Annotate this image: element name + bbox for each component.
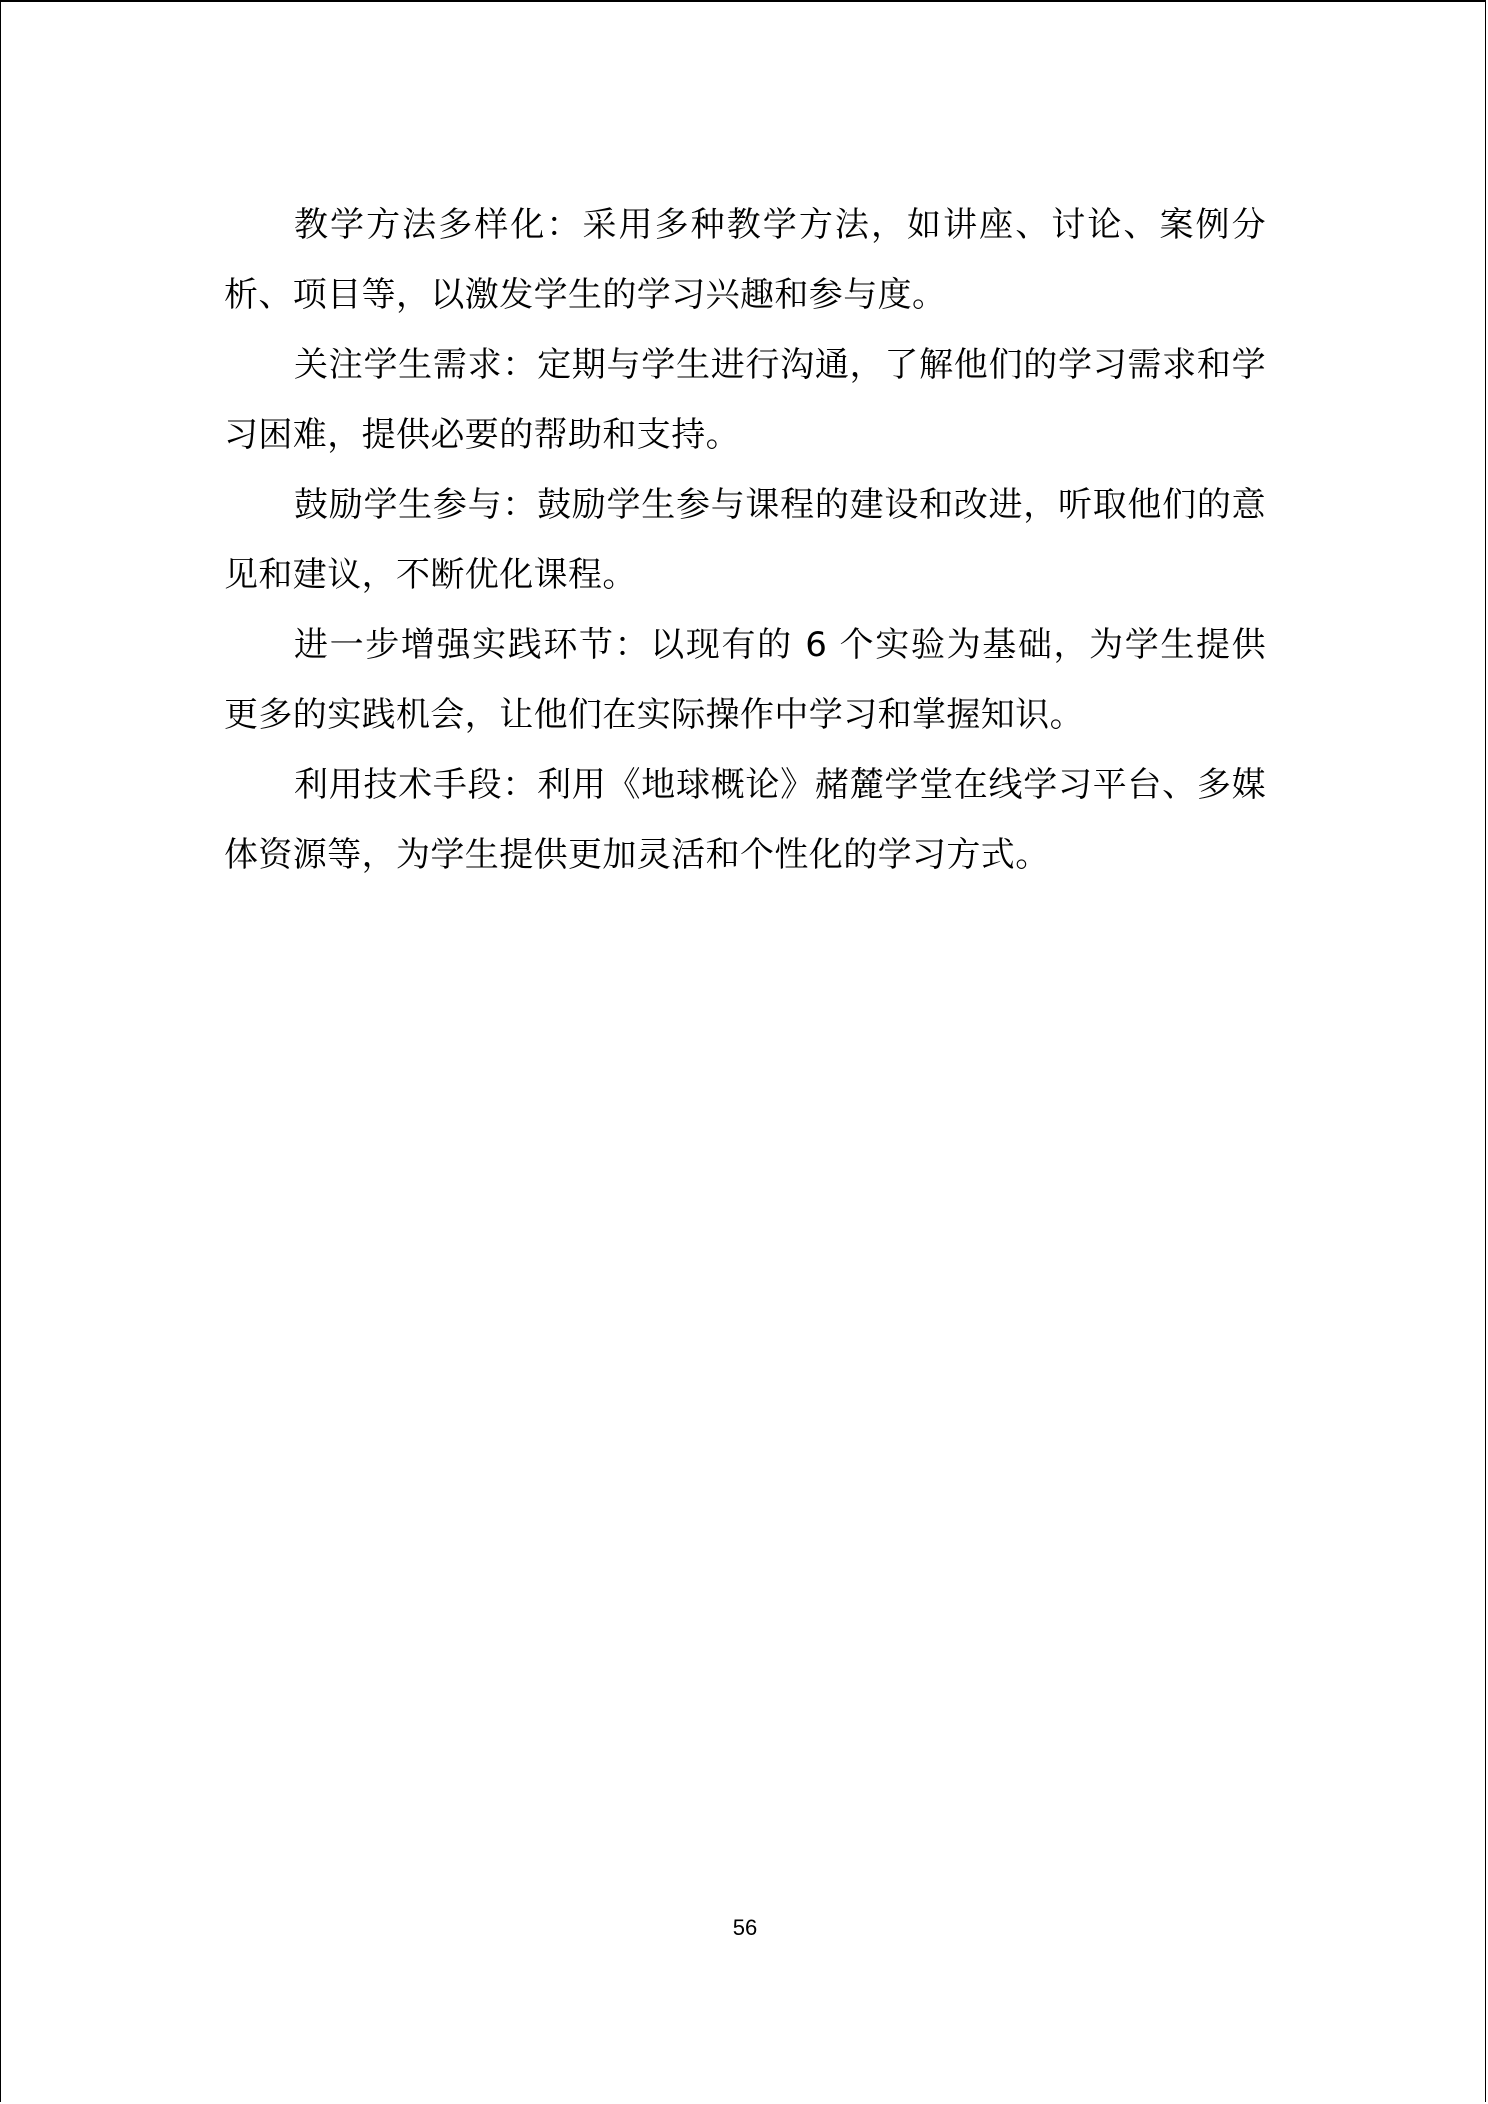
paragraph-teaching-methods: 教学方法多样化：采用多种教学方法，如讲座、讨论、案例分析、项目等，以激发学生的学习兴趣和参与度。 — [224, 205, 1266, 315]
paragraph-practice: 进一步增强实践环节：以现有的 6 个实验为基础，为学生提供更多的实践机会，让他们在实际操作中学习和掌握知识。 — [224, 625, 1266, 735]
page-number: 56 — [732, 1915, 758, 1940]
paragraph-student-participation: 鼓励学生参与：鼓励学生参与课程的建设和改进，听取他们的意见和建议，不断优化课程。 — [224, 485, 1266, 595]
paragraph-technology: 利用技术手段：利用《地球概论》赭麓学堂在线学习平台、多媒体资源等，为学生提供更加灵活和个性化的学习方式。 — [224, 765, 1266, 875]
page-body — [224, 190, 1266, 890]
paragraph-student-needs: 关注学生需求：定期与学生进行沟通，了解他们的学习需求和学习困难，提供必要的帮助和支持。 — [224, 345, 1266, 455]
